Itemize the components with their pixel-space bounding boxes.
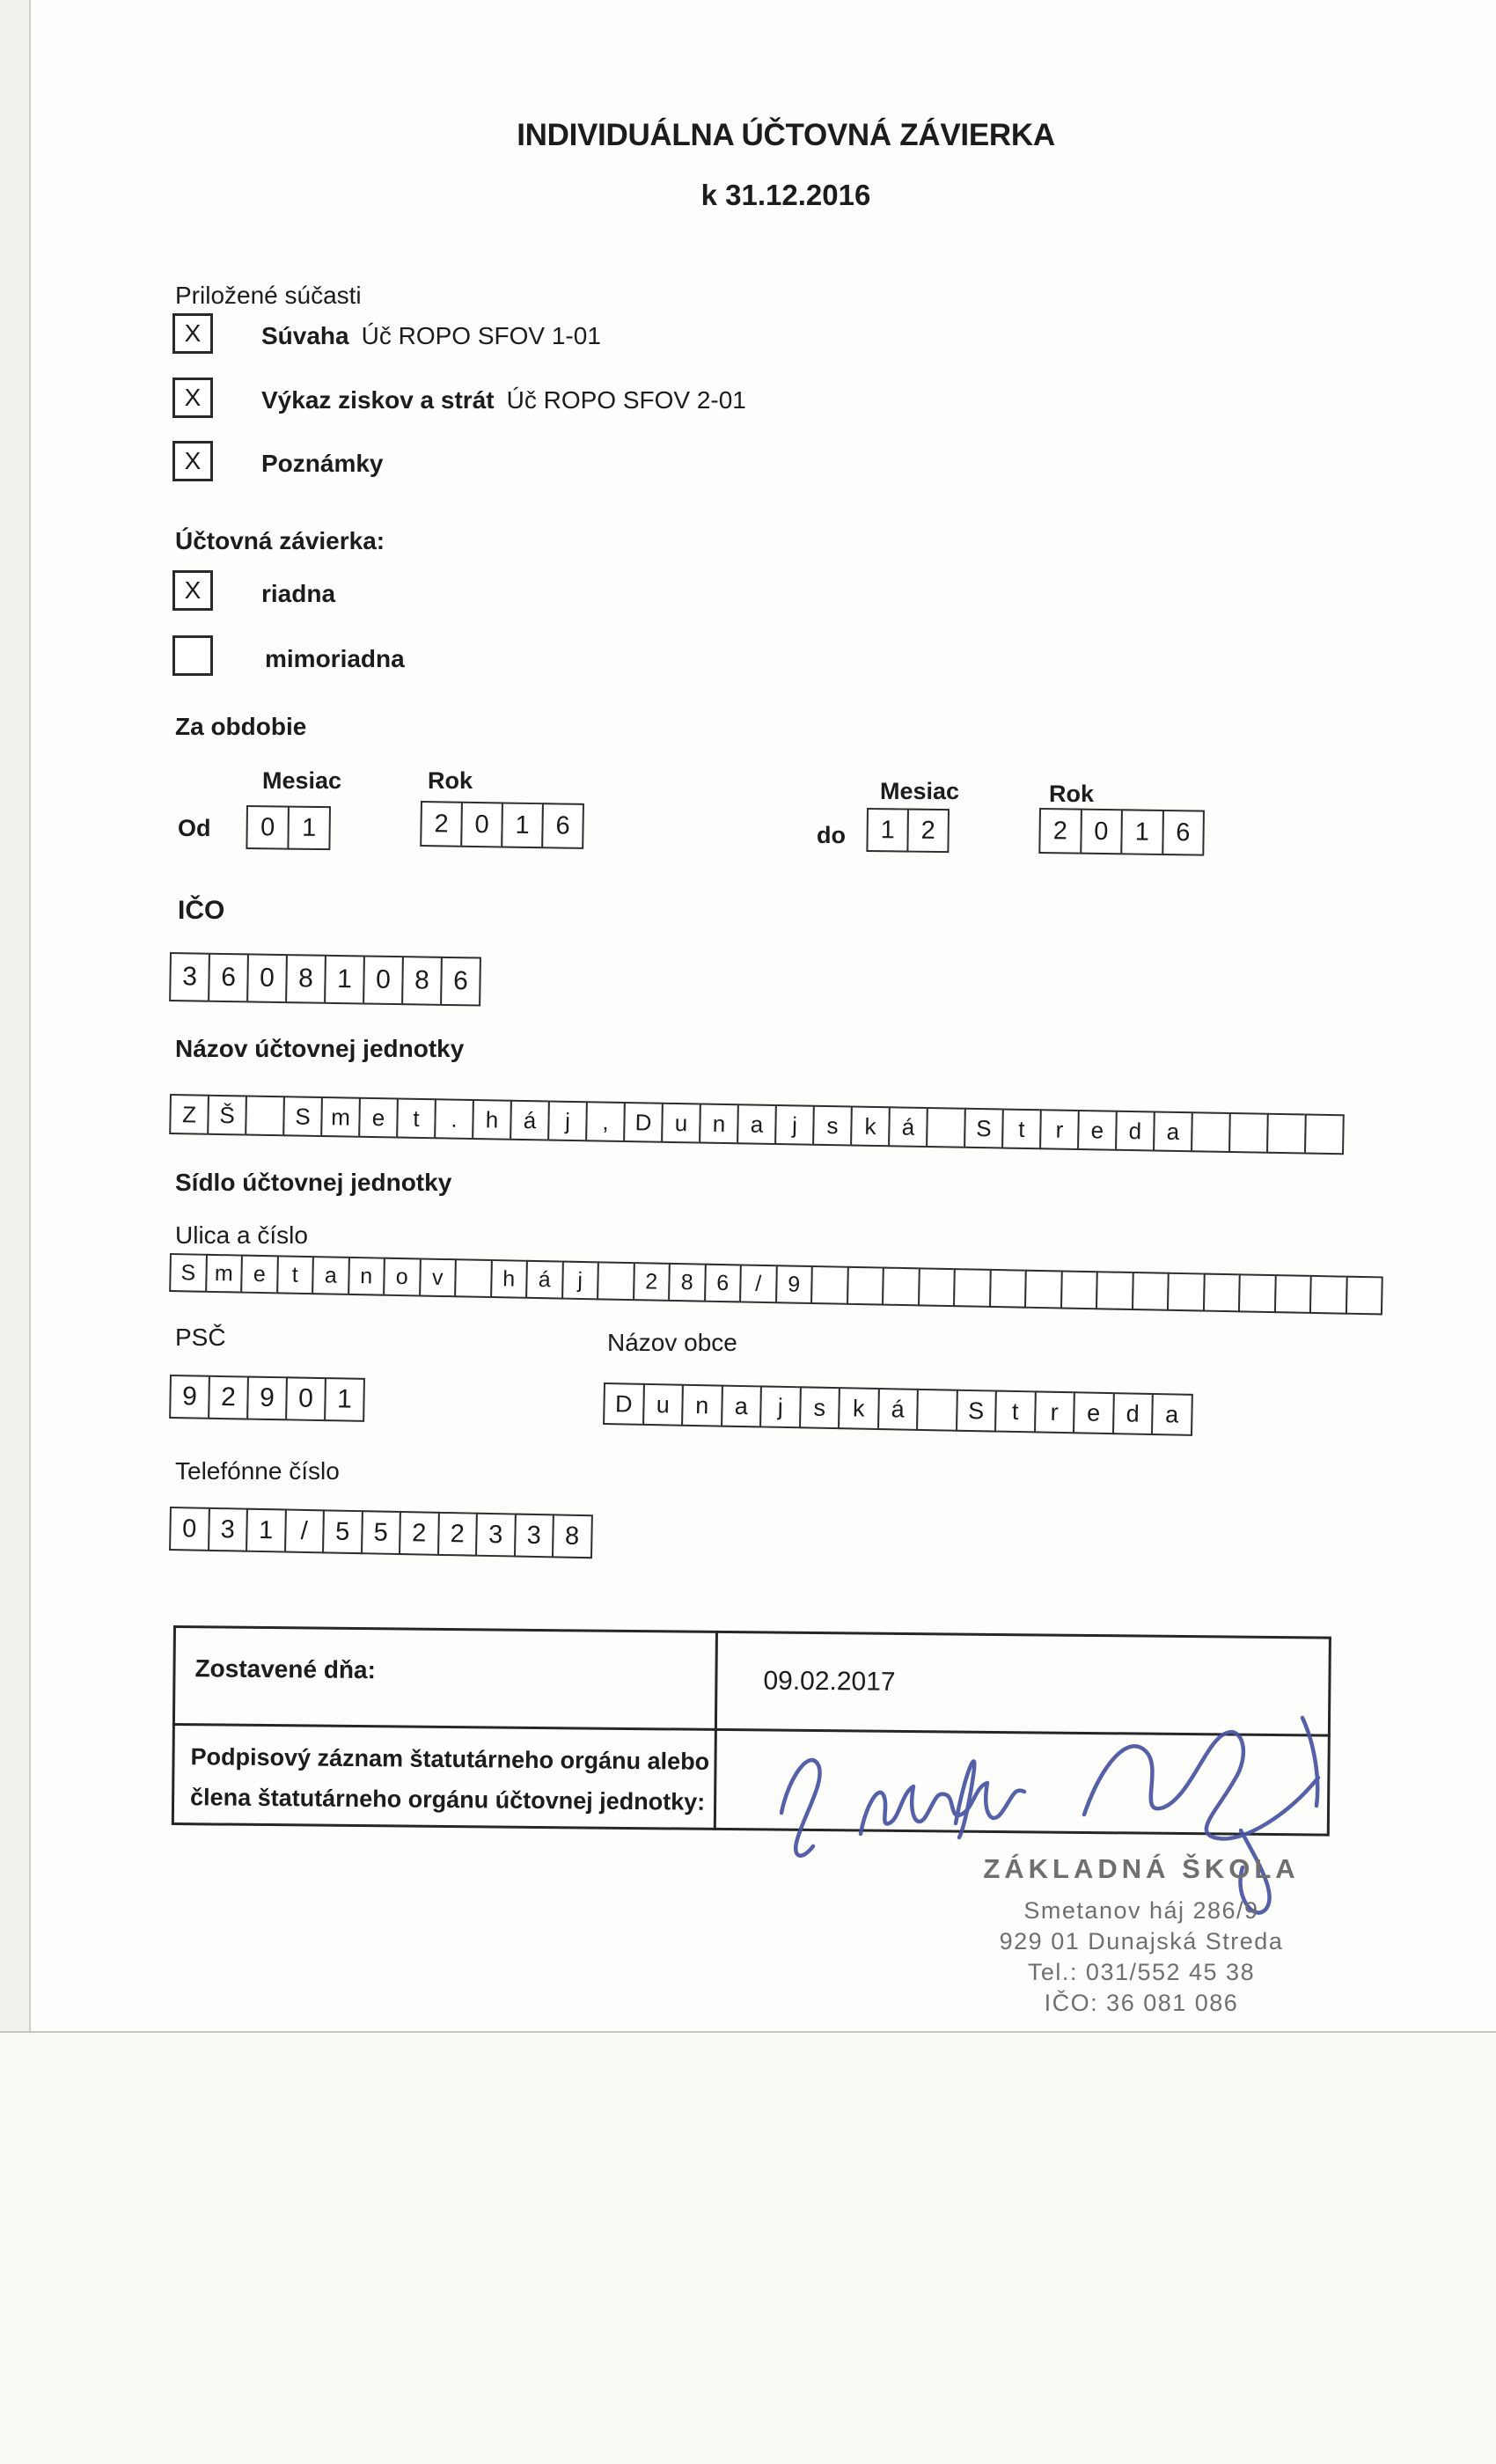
from-month-label: Mesiac xyxy=(262,767,342,794)
char-cell: r xyxy=(1039,1109,1080,1150)
char-cell: 8 xyxy=(668,1263,706,1302)
stamp-line-1: ZÁKLADNÁ ŠKOLA xyxy=(983,1853,1300,1884)
char-cell: . xyxy=(434,1098,474,1140)
attachment-name-bold: Súvaha xyxy=(261,322,349,349)
closing-type-heading: Účtovná závierka: xyxy=(175,527,385,554)
from-year-cells xyxy=(420,801,584,849)
char-cell: 1 xyxy=(287,806,331,851)
char-cell xyxy=(245,1096,285,1137)
char-cell: 1 xyxy=(246,1508,286,1553)
char-cell: e xyxy=(358,1097,399,1139)
period-to-label: do xyxy=(817,822,846,848)
char-cell xyxy=(1273,1274,1311,1314)
char-cell: 9 xyxy=(775,1265,813,1304)
char-cell: j xyxy=(759,1385,801,1428)
scan-background xyxy=(0,2033,1496,2464)
char-cell: m xyxy=(205,1254,243,1294)
attachment-label-vykaz xyxy=(261,386,746,414)
char-cell: á xyxy=(877,1388,919,1431)
from-year-label: Rok xyxy=(428,767,473,794)
page-title xyxy=(82,118,1490,153)
char-cell: h xyxy=(472,1099,512,1140)
school-stamp xyxy=(921,1853,1361,2019)
char-cell: 8 xyxy=(401,956,443,1006)
char-cell: 2 xyxy=(906,809,950,854)
scan-left-strip xyxy=(0,0,31,2031)
char-cell xyxy=(847,1266,884,1306)
char-cell xyxy=(1266,1113,1307,1155)
char-cell: 6 xyxy=(208,953,249,1003)
char-cell: / xyxy=(284,1509,325,1554)
char-cell: k xyxy=(850,1106,891,1148)
char-cell xyxy=(1024,1270,1062,1309)
char-cell: h xyxy=(490,1259,528,1299)
char-cell: 9 xyxy=(246,1376,288,1421)
char-cell: 5 xyxy=(322,1509,363,1554)
char-cell: u xyxy=(661,1103,701,1144)
char-cell: 6 xyxy=(704,1264,742,1303)
stamp-line-4: Tel.: 031/552 45 38 xyxy=(1027,1959,1256,1985)
char-cell: / xyxy=(739,1264,777,1303)
period-from-label: Od xyxy=(178,815,211,841)
char-cell: t xyxy=(994,1390,1036,1434)
char-cell xyxy=(1167,1272,1205,1312)
char-cell: 8 xyxy=(285,954,326,1004)
phone-label: Telefónne číslo xyxy=(175,1457,340,1485)
char-cell xyxy=(1304,1114,1345,1155)
char-cell: 2 xyxy=(1038,808,1082,854)
char-cell: a xyxy=(312,1256,349,1295)
document-title: INDIVIDUÁLNA ÚČTOVNÁ ZÁVIERKA xyxy=(517,118,1055,152)
psc-label: PSČ xyxy=(175,1324,226,1351)
to-year-cells xyxy=(1038,808,1205,856)
char-cell: 2 xyxy=(399,1511,439,1556)
char-cell: 1 xyxy=(866,808,909,853)
option-label-mimoriadna: mimoriadna xyxy=(265,645,405,672)
char-cell xyxy=(1202,1273,1240,1313)
char-cell: j xyxy=(547,1101,588,1142)
char-cell: 3 xyxy=(169,952,210,1002)
stamp-line-2: Smetanov háj 286/9 xyxy=(1023,1897,1259,1924)
to-month-label: Mesiac xyxy=(880,778,960,804)
document-date-line: k 31.12.2016 xyxy=(700,179,871,211)
char-cell: 5 xyxy=(361,1510,401,1555)
char-cell: n xyxy=(699,1104,739,1145)
phone-cells xyxy=(169,1507,592,1558)
char-cell: 1 xyxy=(324,1377,365,1422)
char-cell: 3 xyxy=(513,1514,554,1558)
signature-label-line2: člena štatutárneho orgánu účtovnej jednotky: xyxy=(189,1784,706,1815)
char-cell: á xyxy=(525,1260,563,1300)
char-cell: r xyxy=(1033,1390,1074,1434)
seat-heading: Sídlo účtovnej jednotky xyxy=(175,1169,452,1196)
char-cell: v xyxy=(419,1258,457,1297)
char-cell: t xyxy=(1001,1109,1042,1150)
attachment-label-suvaha xyxy=(261,322,601,350)
char-cell: e xyxy=(240,1255,278,1294)
char-cell xyxy=(1238,1273,1276,1313)
char-cell xyxy=(916,1389,957,1432)
attachment-name-rest: Úč ROPO SFOV 2-01 xyxy=(506,386,746,414)
char-cell: 0 xyxy=(246,953,288,1003)
char-cell xyxy=(926,1107,966,1148)
stamp-line-5: IČO: 36 081 086 xyxy=(1044,1990,1239,2016)
char-cell xyxy=(1228,1112,1269,1154)
char-cell: 1 xyxy=(324,955,365,1005)
option-label-riadna: riadna xyxy=(261,580,336,607)
char-cell: 2 xyxy=(436,1512,477,1557)
char-cell: 2 xyxy=(420,801,463,847)
char-cell xyxy=(988,1269,1026,1309)
page-subtitle xyxy=(82,179,1490,212)
char-cell: a xyxy=(721,1385,762,1428)
char-cell: 3 xyxy=(475,1513,516,1558)
char-cell: S xyxy=(282,1096,323,1137)
char-cell: e xyxy=(1077,1110,1118,1151)
char-cell: j xyxy=(774,1104,815,1146)
char-cell: 6 xyxy=(541,803,584,849)
char-cell: n xyxy=(348,1257,385,1296)
char-cell: n xyxy=(681,1384,722,1427)
char-cell: t xyxy=(276,1255,314,1294)
char-cell: s xyxy=(812,1105,853,1147)
attachment-name-bold: Výkaz ziskov a strát xyxy=(261,386,495,414)
char-cell: u xyxy=(642,1383,684,1426)
char-cell: 2 xyxy=(208,1375,249,1420)
char-cell xyxy=(953,1268,991,1308)
ico-label: IČO xyxy=(178,896,225,925)
char-cell: 3 xyxy=(208,1507,248,1552)
char-cell: 0 xyxy=(169,1507,209,1551)
char-cell: S xyxy=(964,1108,1004,1149)
char-cell: a xyxy=(1153,1111,1193,1153)
checkbox-poznamky: X xyxy=(172,441,213,481)
checkbox-vykaz: X xyxy=(172,378,213,418)
char-cell: 0 xyxy=(460,802,503,848)
char-cell: t xyxy=(396,1098,436,1140)
signature-label-line1: Podpisový záznam štatutárneho orgánu alebo xyxy=(190,1743,710,1775)
char-cell xyxy=(917,1267,955,1307)
char-cell: d xyxy=(1111,1392,1153,1435)
char-cell: a xyxy=(1151,1393,1192,1436)
char-cell xyxy=(810,1265,848,1305)
char-cell: D xyxy=(623,1102,664,1143)
char-cell: s xyxy=(799,1386,840,1429)
char-cell: Š xyxy=(207,1095,247,1136)
char-cell: á xyxy=(510,1100,550,1141)
attachment-name-bold: Poznámky xyxy=(261,450,384,477)
compiled-date-label: Zostavené dňa: xyxy=(194,1654,377,1684)
char-cell: e xyxy=(1073,1391,1114,1434)
char-cell: 0 xyxy=(246,805,290,850)
char-cell: S xyxy=(169,1253,207,1293)
char-cell: k xyxy=(838,1387,879,1430)
char-cell: Z xyxy=(169,1094,209,1135)
char-cell: 0 xyxy=(363,955,404,1005)
char-cell: 0 xyxy=(285,1376,326,1421)
char-cell xyxy=(882,1267,920,1307)
char-cell: 6 xyxy=(440,957,481,1007)
char-cell xyxy=(1191,1111,1231,1153)
char-cell: D xyxy=(603,1382,644,1426)
char-cell: 2 xyxy=(633,1262,671,1302)
char-cell xyxy=(1060,1270,1097,1309)
town-label: Názov obce xyxy=(607,1329,737,1356)
char-cell: S xyxy=(956,1390,997,1433)
stamp-line-3: 929 01 Dunajská Streda xyxy=(999,1928,1284,1954)
char-cell xyxy=(1131,1272,1169,1311)
street-label: Ulica a číslo xyxy=(175,1221,308,1249)
checkbox-riadna: X xyxy=(172,570,213,611)
char-cell: á xyxy=(888,1106,928,1148)
char-cell: d xyxy=(1115,1111,1155,1152)
char-cell: j xyxy=(561,1261,599,1301)
char-cell: 1 xyxy=(1120,809,1163,855)
char-cell: m xyxy=(320,1096,361,1138)
char-cell xyxy=(1345,1276,1382,1316)
char-cell xyxy=(1309,1275,1347,1315)
char-cell xyxy=(454,1258,492,1298)
char-cell xyxy=(597,1261,634,1301)
psc-cells xyxy=(169,1375,365,1422)
char-cell: 6 xyxy=(1162,810,1205,856)
char-cell: , xyxy=(585,1101,626,1142)
char-cell: 0 xyxy=(1080,809,1123,855)
char-cell: 1 xyxy=(501,802,544,848)
char-cell: a xyxy=(737,1104,777,1145)
char-cell: 9 xyxy=(169,1375,210,1419)
ico-cells xyxy=(169,952,481,1007)
period-heading: Za obdobie xyxy=(175,713,307,740)
to-year-label: Rok xyxy=(1049,781,1095,807)
compiled-date-value: 09.02.2017 xyxy=(763,1666,896,1697)
attachments-heading: Priložené súčasti xyxy=(175,282,362,309)
char-cell: o xyxy=(383,1258,421,1297)
attachment-label-poznamky xyxy=(261,450,384,478)
to-month-cells xyxy=(866,808,950,853)
char-cell: 8 xyxy=(552,1514,592,1558)
attachment-name-rest: Úč ROPO SFOV 1-01 xyxy=(361,322,601,349)
char-cell xyxy=(1096,1271,1133,1310)
from-month-cells xyxy=(246,805,331,850)
entity-name-label: Názov účtovnej jednotky xyxy=(175,1035,465,1062)
checkbox-mimoriadna xyxy=(172,635,213,676)
checkbox-suvaha: X xyxy=(172,313,213,354)
